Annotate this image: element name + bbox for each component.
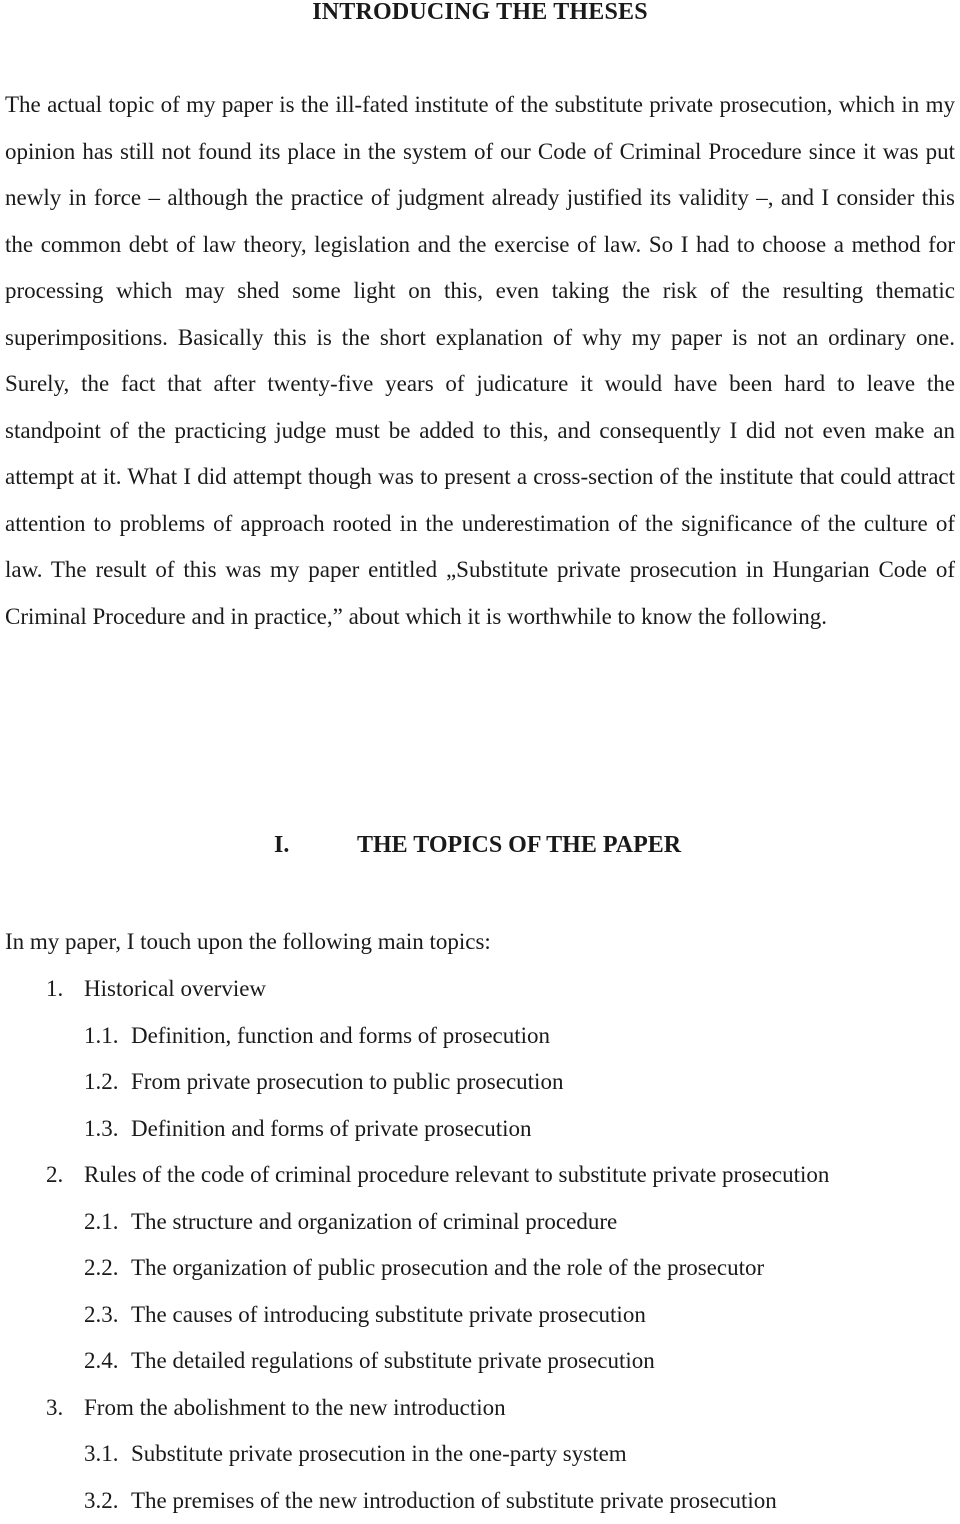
outline-subitem-text: The organization of public prosecution and the role of the prosecutor — [131, 1245, 764, 1292]
section-title: THE TOPICS OF THE PAPER — [357, 827, 681, 863]
outline-subitem-number: 2.4. — [84, 1338, 119, 1385]
outline-subitem-text: Definition and forms of private prosecution — [131, 1106, 531, 1153]
outline-subitem-text: Definition, function and forms of prosecution — [131, 1013, 550, 1060]
outline-subitem — [0, 1338, 960, 1385]
outline-item-text: Rules of the code of criminal procedure relevant to substitute private prosecution — [84, 1152, 829, 1199]
intro-paragraph: The actual topic of my paper is the ill-fated institute of the substitute private prosecution, which in my opinion has still not found its place in the system of our Code of Criminal Procedure since it was put newly in force – although the practice of judgment already justified its validity –, and I consider this the common debt of law theory, legislation and the exercise of law. So I had to choose a method for processing which may shed some light on this, even taking the risk of the resulting thematic superimpositions. Basically this is the short explanation of why my paper is not an ordinary one. Surely, the fact that after twenty-five years of judicature it would have been hard to leave the standpoint of the practicing judge must be added to this, and consequently I did not even make an attempt at it. What I did attempt though was to present a cross-section of the institute that could attract attention to problems of approach rooted in the underestimation of the significance of the culture of law. The result of this was my paper entitled „Substitute private prosecution in Hungarian Code of Criminal Procedure and in practice,” about which it is worthwhile to know the following. — [5, 82, 955, 640]
outline-subitem-text: The causes of introducing substitute private prosecution — [131, 1292, 646, 1339]
outline-subitem-number: 1.1. — [84, 1013, 119, 1060]
outline-subitem — [0, 1478, 960, 1524]
outline-subitem — [0, 1059, 960, 1106]
outline-item-text: From the abolishment to the new introduction — [84, 1385, 506, 1432]
outline-subitem — [0, 1245, 960, 1292]
outline-subitem-number: 3.1. — [84, 1431, 119, 1478]
outline-item — [0, 1152, 960, 1199]
topics-intro: In my paper, I touch upon the following main topics: — [5, 919, 491, 966]
outline-subitem-number: 2.1. — [84, 1199, 119, 1246]
outline-subitem — [0, 1292, 960, 1339]
outline-item-number: 1. — [46, 966, 63, 1013]
outline-subitem-number: 2.2. — [84, 1245, 119, 1292]
outline-subitem — [0, 1199, 960, 1246]
outline-subitem-text: Substitute private prosecution in the one-party system — [131, 1431, 627, 1478]
outline-subitem-number: 2.3. — [84, 1292, 119, 1339]
outline-subitem — [0, 1106, 960, 1153]
topics-outline — [0, 966, 960, 1524]
outline-subitem-text: The premises of the new introduction of substitute private prosecution — [131, 1478, 777, 1524]
outline-subitem — [0, 1431, 960, 1478]
outline-item — [0, 1385, 960, 1432]
outline-item-text: Historical overview — [84, 966, 266, 1013]
outline-subitem-number: 3.2. — [84, 1478, 119, 1524]
outline-item-number: 2. — [46, 1152, 63, 1199]
outline-item-number: 3. — [46, 1385, 63, 1432]
outline-subitem-text: The structure and organization of criminal procedure — [131, 1199, 617, 1246]
outline-subitem-number: 1.2. — [84, 1059, 119, 1106]
section-number: I. — [274, 827, 289, 863]
outline-subitem-text: The detailed regulations of substitute private prosecution — [131, 1338, 655, 1385]
outline-subitem — [0, 1013, 960, 1060]
outline-subitem-text: From private prosecution to public prosecution — [131, 1059, 563, 1106]
document-title: INTRODUCING THE THESES — [0, 0, 960, 30]
outline-subitem-number: 1.3. — [84, 1106, 119, 1153]
outline-item — [0, 966, 960, 1013]
